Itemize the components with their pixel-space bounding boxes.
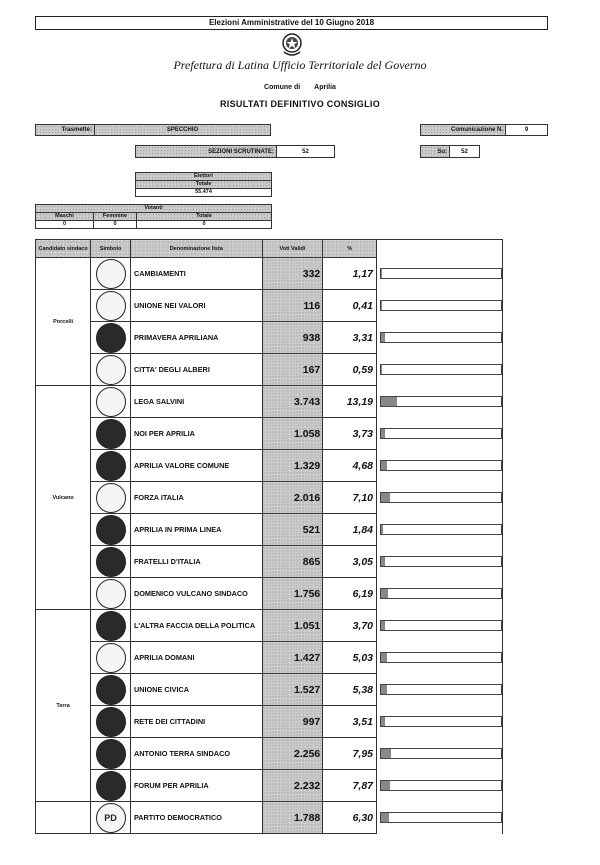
header-pct: % — [323, 240, 377, 258]
percentage-bar — [380, 780, 502, 791]
table-row — [36, 258, 503, 290]
percentage: 7,87 — [323, 770, 377, 802]
list-name: APRILIA VALORE COMUNE — [130, 450, 262, 482]
list-name: PARTITO DEMOCRATICO — [130, 802, 262, 834]
list-name: PRIMAVERA APRILIANA — [130, 322, 262, 354]
percentage-bar — [380, 332, 502, 343]
table-row — [36, 418, 503, 450]
symbol-cell — [91, 578, 131, 610]
candidate-cell: Vulcano — [36, 386, 91, 610]
valid-votes: 1.051 — [262, 610, 323, 642]
symbol-cell — [91, 386, 131, 418]
bar-cell — [377, 258, 503, 290]
sezioni-box — [135, 145, 335, 158]
party-logo-icon — [96, 323, 126, 353]
table-row — [36, 802, 503, 834]
list-name: FORUM PER APRILIA — [130, 770, 262, 802]
percentage-bar — [380, 620, 502, 631]
valid-votes: 521 — [262, 514, 323, 546]
percentage-bar — [380, 684, 502, 695]
results-table — [35, 239, 503, 834]
prefettura-title: Prefettura di Latina Ufficio Territoriale del Governo — [173, 58, 427, 72]
symbol-cell — [91, 642, 131, 674]
comune-value: Aprilia — [314, 84, 336, 91]
votanti-totale-label: Totale — [137, 213, 271, 220]
bar-cell — [377, 386, 503, 418]
percentage: 3,73 — [323, 418, 377, 450]
valid-votes: 997 — [262, 706, 323, 738]
party-logo-icon — [96, 547, 126, 577]
table-header-row — [36, 240, 503, 258]
comune-label: Comune di — [264, 84, 301, 91]
symbol-cell — [91, 610, 131, 642]
valid-votes: 1.756 — [262, 578, 323, 610]
percentage: 6,30 — [323, 802, 377, 834]
valid-votes: 865 — [262, 546, 323, 578]
list-name: CITTA' DEGLI ALBERI — [130, 354, 262, 386]
symbol-cell — [91, 546, 131, 578]
symbol-cell — [91, 738, 131, 770]
percentage-bar-fill — [381, 589, 388, 598]
valid-votes: 938 — [262, 322, 323, 354]
table-row — [36, 386, 503, 418]
table-row — [36, 642, 503, 674]
percentage-bar-fill — [381, 621, 385, 630]
percentage-bar — [380, 460, 502, 471]
party-logo-icon — [96, 771, 126, 801]
table-row — [36, 738, 503, 770]
valid-votes: 332 — [262, 258, 323, 290]
party-logo-icon — [96, 579, 126, 609]
party-logo-icon — [96, 419, 126, 449]
percentage-bar — [380, 588, 502, 599]
symbol-cell — [91, 258, 131, 290]
party-logo-icon — [96, 739, 126, 769]
percentage: 3,70 — [323, 610, 377, 642]
party-logo-icon — [96, 291, 126, 321]
symbol-cell — [91, 354, 131, 386]
elettori-totale-value: 55.474 — [195, 189, 212, 195]
list-name: UNIONE CIVICA — [130, 674, 262, 706]
su-box — [420, 145, 480, 158]
percentage-bar — [380, 428, 502, 439]
percentage-bar-fill — [381, 397, 397, 406]
bar-cell — [377, 450, 503, 482]
percentage-bar-fill — [381, 365, 382, 374]
party-logo-icon: PD — [96, 803, 126, 833]
percentage: 3,31 — [323, 322, 377, 354]
valid-votes: 3.743 — [262, 386, 323, 418]
valid-votes: 1.427 — [262, 642, 323, 674]
valid-votes: 1.058 — [262, 418, 323, 450]
valid-votes: 1.329 — [262, 450, 323, 482]
valid-votes: 2.016 — [262, 482, 323, 514]
percentage-bar-fill — [381, 429, 385, 438]
list-name: FORZA ITALIA — [130, 482, 262, 514]
percentage: 5,03 — [323, 642, 377, 674]
percentage-bar-fill — [381, 269, 382, 278]
percentage: 7,95 — [323, 738, 377, 770]
percentage-bar-fill — [381, 525, 383, 534]
trasmette-value: SPECCHIO — [95, 125, 270, 135]
comunicazione-box — [420, 124, 548, 136]
party-logo-icon — [96, 611, 126, 641]
table-row — [36, 322, 503, 354]
bar-cell — [377, 738, 503, 770]
comunicazione-label: Comunicazione N. — [421, 125, 506, 135]
list-name: APRILIA DOMANI — [130, 642, 262, 674]
percentage: 7,10 — [323, 482, 377, 514]
percentage-bar-fill — [381, 717, 385, 726]
percentage-bar — [380, 364, 502, 375]
percentage: 4,68 — [323, 450, 377, 482]
table-row — [36, 546, 503, 578]
bar-cell — [377, 290, 503, 322]
list-name: APRILIA IN PRIMA LINEA — [130, 514, 262, 546]
percentage-bar — [380, 652, 502, 663]
percentage: 5,38 — [323, 674, 377, 706]
percentage-bar-fill — [381, 813, 389, 822]
header-simbolo: Simbolo — [91, 240, 131, 258]
list-name: L'ALTRA FACCIA DELLA POLITICA — [130, 610, 262, 642]
bar-cell — [377, 610, 503, 642]
bar-cell — [377, 354, 503, 386]
list-name: LEGA SALVINI — [130, 386, 262, 418]
percentage-bar — [380, 716, 502, 727]
list-name: RETE DEI CITTADINI — [130, 706, 262, 738]
bar-cell — [377, 546, 503, 578]
su-value: 52 — [461, 148, 468, 155]
bar-cell — [377, 802, 503, 834]
comune-line — [0, 84, 600, 91]
party-logo-icon — [96, 483, 126, 513]
symbol-cell — [91, 802, 131, 834]
bar-cell — [377, 322, 503, 354]
table-row — [36, 706, 503, 738]
su-label: Su: — [421, 146, 450, 157]
candidate-cell: Porcelli — [36, 258, 91, 386]
votanti-maschi-label: Maschi — [36, 213, 94, 220]
list-name: CAMBIAMENTI — [130, 258, 262, 290]
comunicazione-value: 9 — [524, 127, 529, 133]
bar-cell — [377, 770, 503, 802]
votanti-maschi-value: 0 — [36, 221, 94, 228]
percentage-bar-fill — [381, 781, 390, 790]
votanti-femmine-label: Femmine — [94, 213, 137, 220]
bar-cell — [377, 578, 503, 610]
percentage-bar — [380, 556, 502, 567]
percentage-bar-fill — [381, 493, 390, 502]
results-title: RISULTATI DEFINITIVO CONSIGLIO — [220, 99, 380, 109]
votanti-femmine-value: 0 — [94, 221, 137, 228]
sezioni-label: SEZIONI SCRUTINATE: — [136, 146, 277, 157]
percentage: 0,59 — [323, 354, 377, 386]
percentage: 1,17 — [323, 258, 377, 290]
symbol-cell — [91, 674, 131, 706]
trasmette-label: Trasmette: — [36, 125, 95, 135]
percentage: 0,41 — [323, 290, 377, 322]
list-name: NOI PER APRILIA — [130, 418, 262, 450]
header-denominazione: Denominazione lista — [130, 240, 262, 258]
bar-cell — [377, 642, 503, 674]
bar-cell — [377, 482, 503, 514]
candidate-cell: Terra — [36, 610, 91, 802]
party-logo-icon — [96, 259, 126, 289]
symbol-cell — [91, 418, 131, 450]
header-candidato: Candidato sindaco — [36, 240, 91, 258]
party-logo-icon — [96, 675, 126, 705]
percentage-bar-fill — [381, 461, 387, 470]
symbol-cell — [91, 482, 131, 514]
percentage-bar — [380, 812, 502, 823]
percentage: 3,05 — [323, 546, 377, 578]
valid-votes: 1.527 — [262, 674, 323, 706]
table-row — [36, 578, 503, 610]
percentage-bar — [380, 300, 502, 311]
percentage-bar — [380, 396, 502, 407]
valid-votes: 116 — [262, 290, 323, 322]
percentage-bar-fill — [381, 653, 387, 662]
table-row — [36, 450, 503, 482]
symbol-cell — [91, 290, 131, 322]
percentage-bar — [380, 748, 502, 759]
percentage-bar — [380, 492, 502, 503]
symbol-cell — [91, 322, 131, 354]
bar-cell — [377, 706, 503, 738]
percentage-bar-fill — [381, 333, 385, 342]
valid-votes: 2.232 — [262, 770, 323, 802]
percentage-bar — [380, 524, 502, 535]
party-logo-icon — [96, 355, 126, 385]
votanti-box — [35, 204, 272, 229]
list-name: DOMENICO VULCANO SINDACO — [130, 578, 262, 610]
sezioni-value: 52 — [302, 148, 309, 155]
percentage: 3,51 — [323, 706, 377, 738]
percentage-bar-fill — [381, 557, 385, 566]
valid-votes: 2.256 — [262, 738, 323, 770]
votanti-totale-value: 0 — [202, 221, 206, 227]
party-logo-icon — [96, 707, 126, 737]
bar-cell — [377, 418, 503, 450]
table-row — [36, 514, 503, 546]
elettori-label: Elettori — [136, 173, 271, 181]
elettori-box — [135, 172, 272, 197]
percentage-bar-fill — [381, 685, 387, 694]
percentage-bar — [380, 268, 502, 279]
percentage: 1,84 — [323, 514, 377, 546]
emblem-of-italy-icon — [280, 32, 304, 58]
table-row — [36, 770, 503, 802]
election-banner: Elezioni Amministrative del 10 Giugno 2018 — [35, 16, 548, 30]
party-logo-icon — [96, 643, 126, 673]
party-logo-icon — [96, 451, 126, 481]
symbol-cell — [91, 706, 131, 738]
bar-cell — [377, 514, 503, 546]
table-row — [36, 290, 503, 322]
header-bar-column — [377, 240, 503, 258]
candidate-cell — [36, 802, 91, 834]
header-voti: Voti Validi — [262, 240, 323, 258]
symbol-cell — [91, 450, 131, 482]
list-name: FRATELLI D'ITALIA — [130, 546, 262, 578]
symbol-cell — [91, 514, 131, 546]
valid-votes: 1.788 — [262, 802, 323, 834]
party-logo-icon — [96, 387, 126, 417]
percentage: 6,19 — [323, 578, 377, 610]
party-logo-icon — [96, 515, 126, 545]
elettori-totale-label: Totale — [136, 181, 271, 189]
trasmette-box — [35, 124, 271, 136]
list-name: ANTONIO TERRA SINDACO — [130, 738, 262, 770]
table-row — [36, 674, 503, 706]
votanti-label: Votanti — [36, 205, 271, 213]
percentage: 13,19 — [323, 386, 377, 418]
list-name: UNIONE NEI VALORI — [130, 290, 262, 322]
symbol-cell — [91, 770, 131, 802]
table-row — [36, 482, 503, 514]
valid-votes: 167 — [262, 354, 323, 386]
table-row — [36, 610, 503, 642]
bar-cell — [377, 674, 503, 706]
table-row — [36, 354, 503, 386]
percentage-bar-fill — [381, 749, 391, 758]
